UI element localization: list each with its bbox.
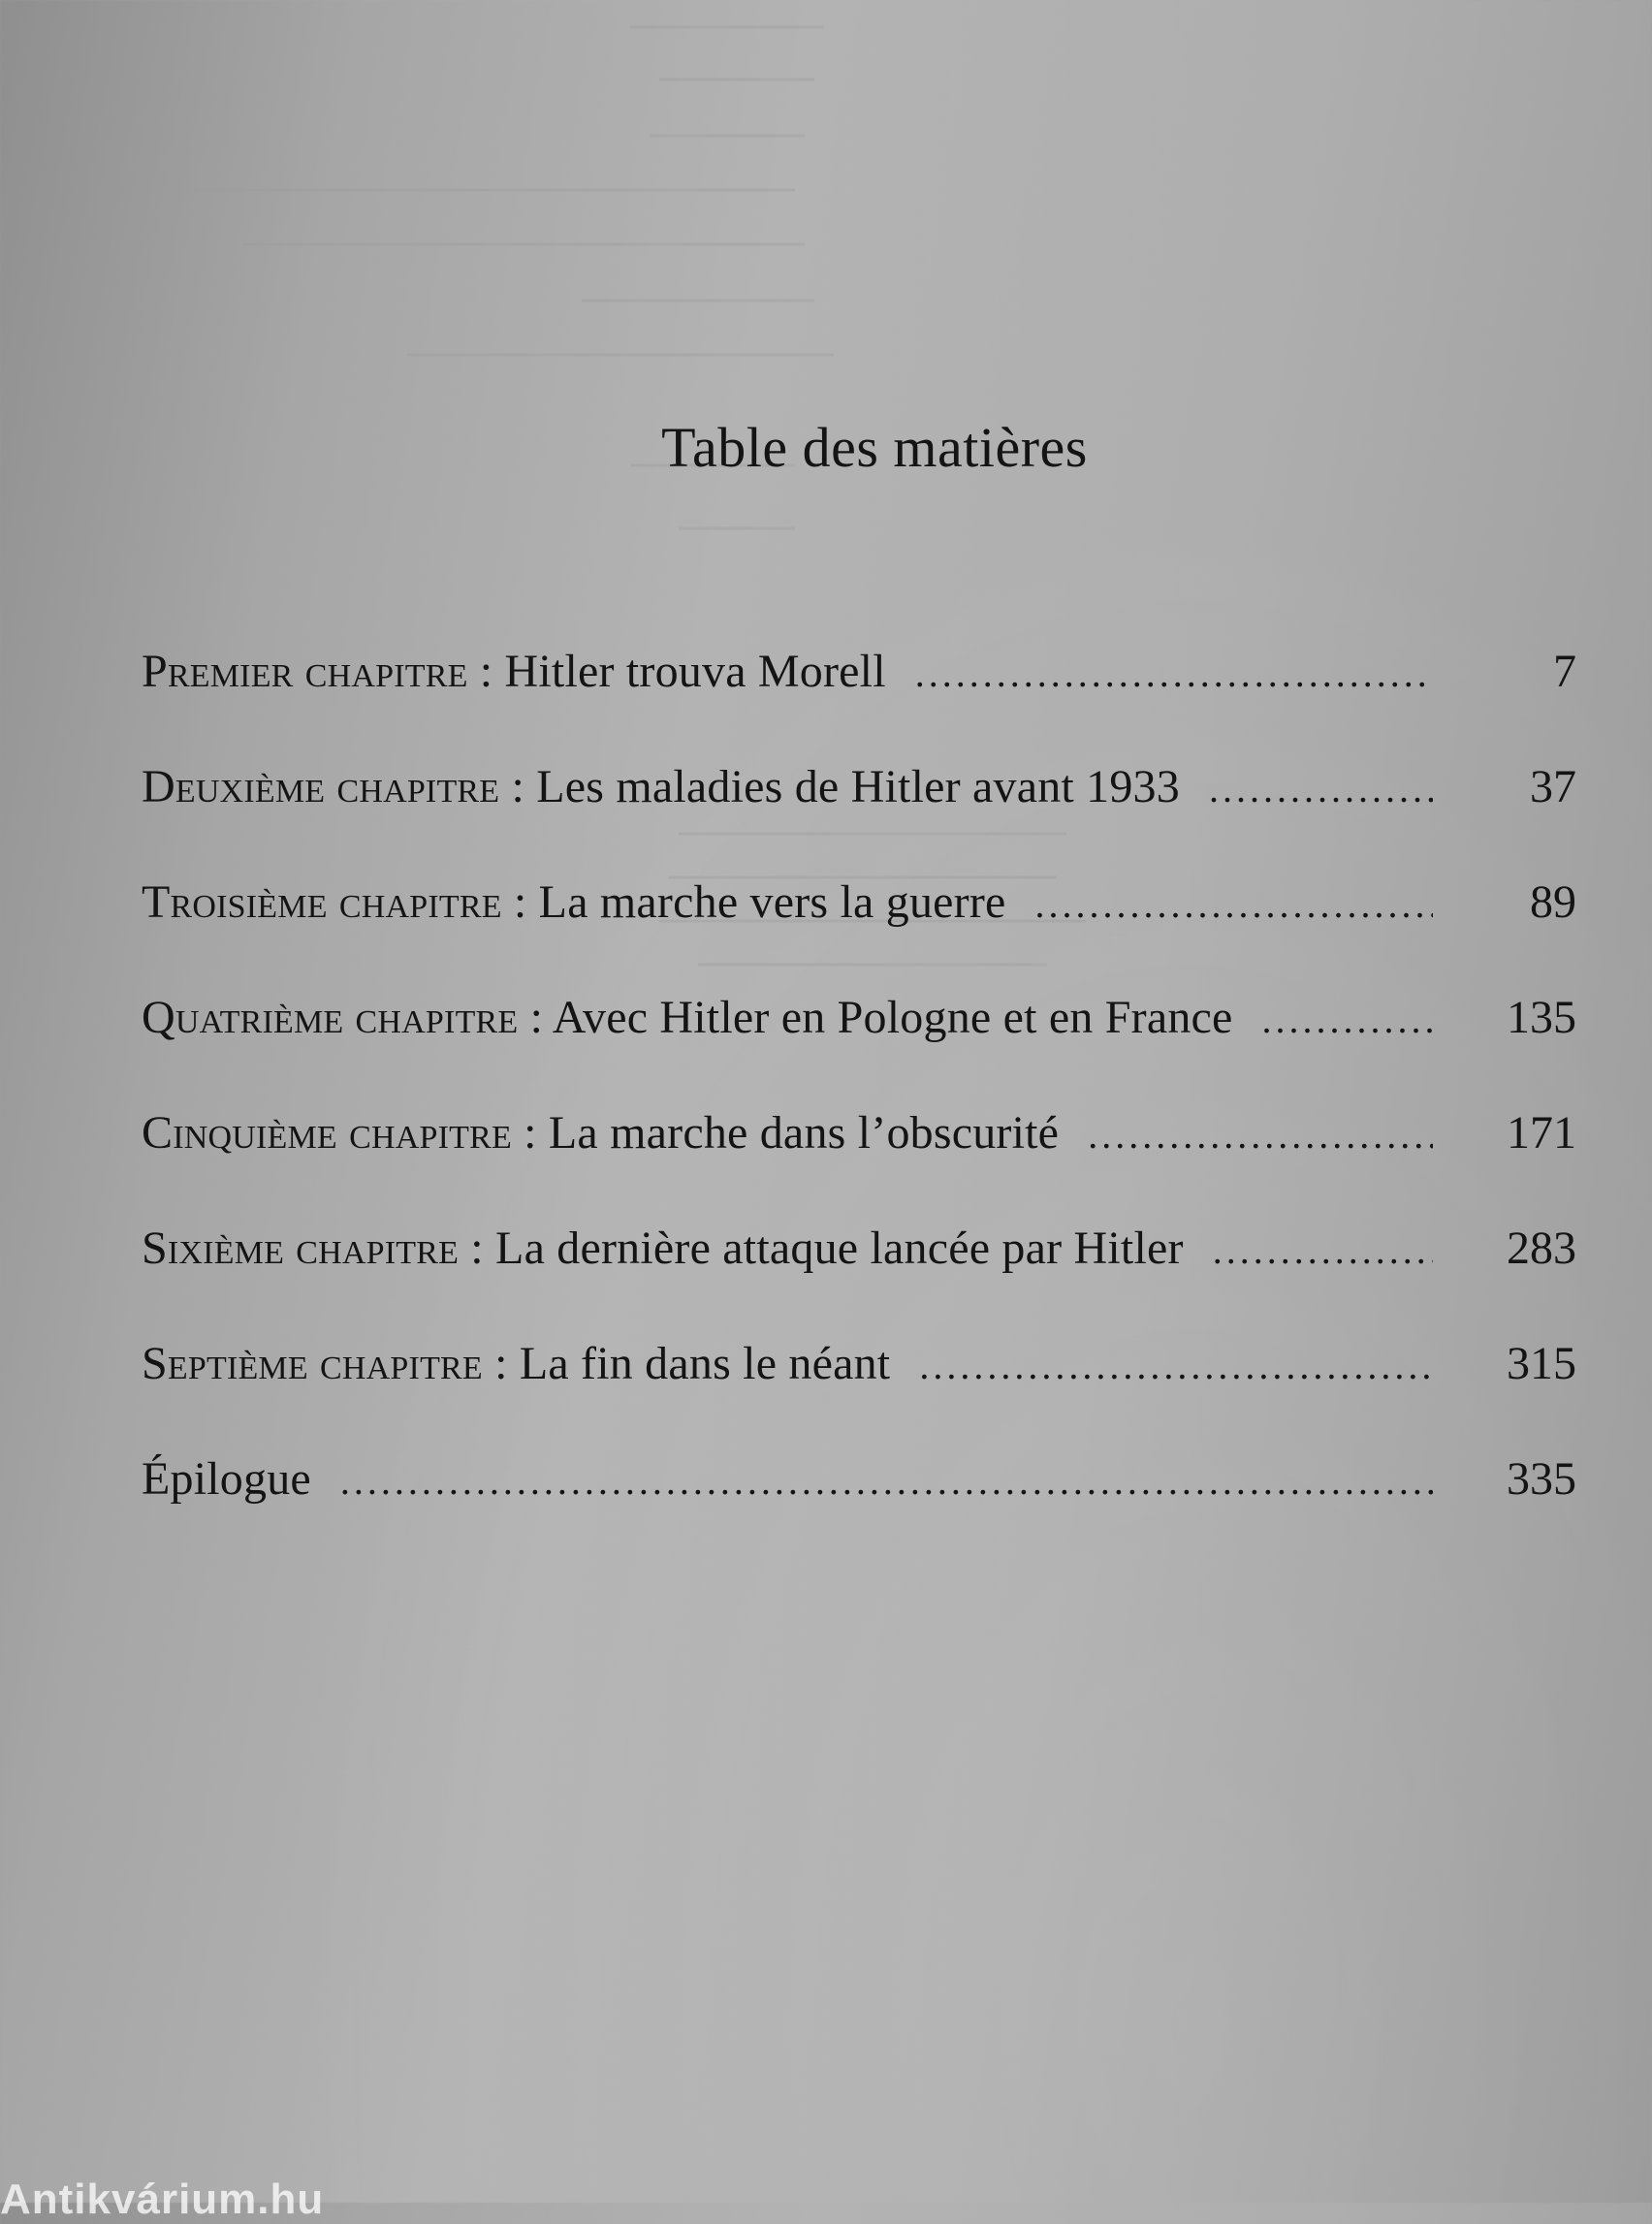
chapter-separator: : (499, 761, 537, 812)
dot-leader (915, 651, 1433, 696)
toc-entry (142, 991, 1576, 1106)
page-title: Table des matières (661, 416, 1088, 479)
epilogue-label: Épilogue (142, 1453, 311, 1505)
chapter-title: Hitler trouva Morell (504, 646, 886, 697)
chapter-heading (142, 1337, 890, 1390)
page-number: 89 (1530, 876, 1576, 928)
chapter-title: La marche vers la guerre (538, 876, 1006, 928)
toc-entry (142, 645, 1576, 760)
chapter-heading (142, 760, 1180, 813)
page-number: 7 (1553, 646, 1576, 697)
chapter-title: La marche dans l’obscurité (548, 1107, 1060, 1159)
toc-entry (142, 1337, 1576, 1452)
chapter-title: La dernière attaque lancée par Hitler (495, 1223, 1184, 1274)
chapter-title: Avec Hitler en Pologne et en France (552, 992, 1233, 1043)
chapter-separator: : (459, 1223, 496, 1274)
dot-leader (1088, 1112, 1433, 1158)
chapter-heading (142, 1106, 1059, 1160)
chapter-separator: : (501, 876, 539, 928)
page-number: 37 (1530, 761, 1576, 812)
dot-leader (1262, 997, 1433, 1042)
toc-entry (142, 1106, 1576, 1222)
chapter-ordinal: Sixième (142, 1223, 285, 1274)
chapter-word: chapitre (336, 761, 500, 812)
chapter-word: chapitre (338, 876, 502, 928)
chapter-separator: : (511, 1107, 549, 1159)
toc-entry (142, 760, 1576, 875)
page-number: 335 (1507, 1453, 1576, 1505)
table-of-contents (142, 645, 1576, 1568)
dot-leader (1035, 881, 1433, 927)
chapter-ordinal: Quatrième (142, 992, 344, 1043)
chapter-heading (142, 991, 1233, 1044)
page-number: 171 (1507, 1107, 1576, 1159)
toc-entry-epilogue (142, 1452, 1576, 1568)
dot-leader (340, 1458, 1433, 1504)
chapter-heading (142, 875, 1006, 929)
chapter-word: chapitre (355, 992, 519, 1043)
chapter-word: chapitre (296, 1223, 460, 1274)
chapter-title: Les maladies de Hitler avant 1933 (536, 761, 1180, 812)
watermark-text: Antikvárium.hu (0, 2176, 325, 2223)
chapter-ordinal: Premier (142, 646, 294, 697)
chapter-ordinal: Cinquième (142, 1107, 337, 1159)
chapter-separator: : (467, 646, 505, 697)
dot-leader (1209, 766, 1433, 811)
chapter-word: chapitre (349, 1107, 512, 1159)
chapter-separator: : (518, 992, 553, 1043)
toc-entry (142, 875, 1576, 991)
chapter-ordinal: Deuxième (142, 761, 326, 812)
chapter-ordinal: Septième (142, 1338, 308, 1389)
toc-entry (142, 1222, 1576, 1337)
page-number: 135 (1507, 992, 1576, 1043)
chapter-heading (142, 645, 886, 698)
dot-leader (1213, 1227, 1433, 1273)
chapter-separator: : (482, 1338, 520, 1389)
dot-leader (919, 1343, 1433, 1388)
page-number: 315 (1507, 1338, 1576, 1389)
chapter-word: chapitre (320, 1338, 483, 1389)
chapter-ordinal: Troisième (142, 876, 328, 928)
page-number: 283 (1507, 1223, 1576, 1274)
chapter-title: La fin dans le néant (519, 1338, 891, 1389)
chapter-heading (142, 1222, 1184, 1275)
chapter-word: chapitre (304, 646, 468, 697)
